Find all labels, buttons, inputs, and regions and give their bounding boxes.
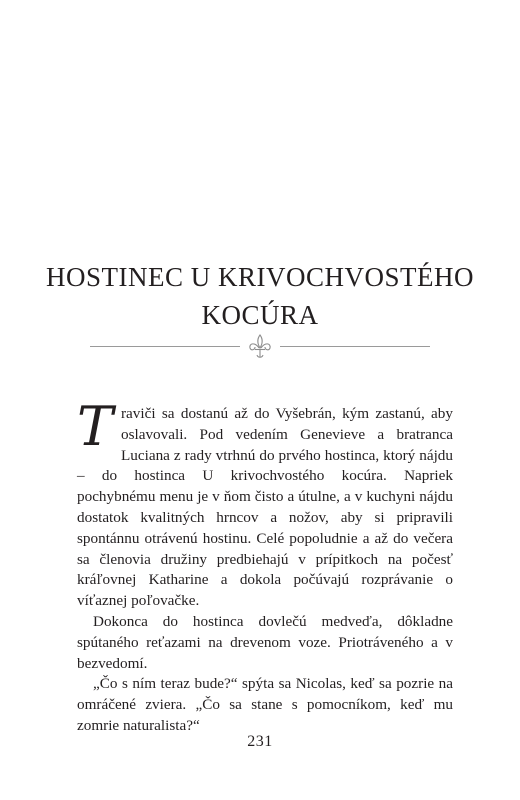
chapter-title: [40, 258, 480, 334]
divider-rule-left: [90, 346, 240, 347]
paragraph-1: [77, 395, 453, 612]
paragraph-3: „Čo s ním teraz bude?“ spýta sa Nicolas, keď sa pozrie na omráčené zviera. „Čo sa stane s pomocníkom, keď mu zomrie naturalista?“: [77, 675, 453, 734]
paragraph-2: Dokonca do hostinca dovlečú medveďa, dôkladne spútaného reťazami na drevenom voze. Priotráveného a v bezvedomí.: [77, 612, 453, 672]
chapter-title-line-2: KOCÚRA: [201, 300, 319, 330]
page-number: 231: [247, 733, 273, 750]
divider-rule-right: [280, 346, 430, 347]
fleur-de-lis-icon: [246, 333, 274, 361]
chapter-divider: [90, 333, 430, 361]
chapter-body: [77, 395, 453, 737]
paragraph-1-text: raviči sa dostanú až do Vyšebrán, kým zastanú, aby oslavovali. Pod vedením Genevieve a bratranca Luciana z rady vtrhnú do prvého hostinca, ktorý nájdu – do hostinca U krivochvostého kocúra. Napriek pochybnému menu je v ňom čisto a útulne, a v kuchyni nájdu dostatok kvalitných hrncov a nožov, aby si pripravili spontánnu otrávenú hostinu. Celé popoludnie a až do večera sa členovia družiny predbiehajú v prípitkoch na počesť kráľovnej Katharine a dokola počúvajú rozprávanie o víťaznej poľovačke.: [77, 405, 453, 610]
chapter-title-line-1: HOSTINEC U KRIVOCHVOSTÉHO: [46, 262, 474, 292]
drop-cap: T: [77, 395, 114, 458]
